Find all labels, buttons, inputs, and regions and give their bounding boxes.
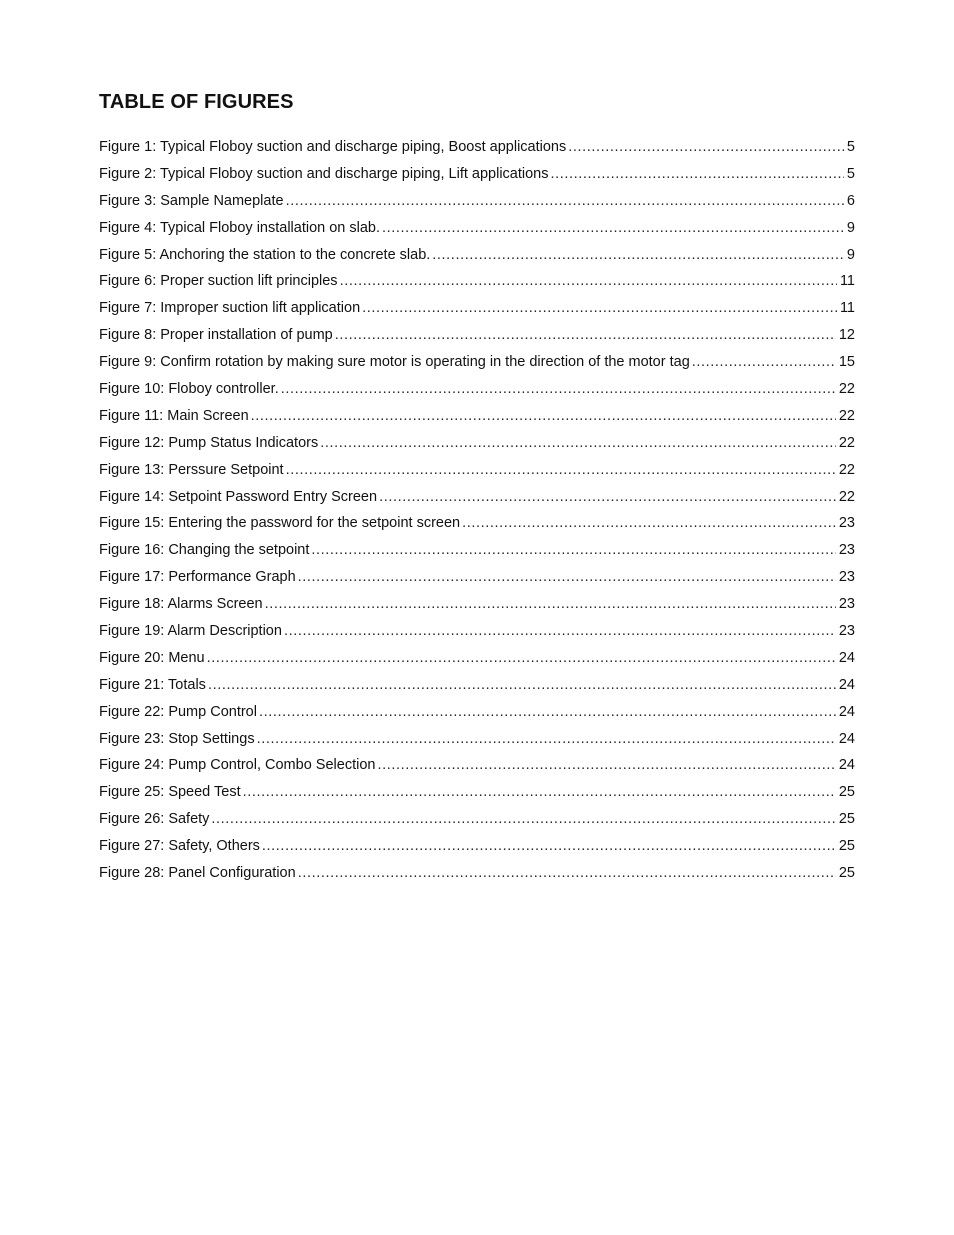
toc-entry[interactable] [99, 349, 855, 376]
toc-dot-leader [286, 457, 836, 484]
toc-dot-leader [265, 591, 836, 618]
toc-entry[interactable] [99, 779, 855, 806]
toc-entry-label: Figure 11: Main Screen [99, 407, 249, 424]
toc-dot-leader [340, 268, 837, 295]
toc-dot-leader [462, 510, 836, 537]
toc-entry[interactable] [99, 618, 855, 645]
toc-entry-label: Figure 19: Alarm Description [99, 623, 282, 640]
toc-dot-leader [286, 188, 844, 215]
toc-page-number: 22 [838, 488, 855, 505]
toc-entry[interactable] [99, 726, 855, 753]
toc-dot-leader [432, 242, 844, 269]
toc-entry[interactable] [99, 672, 855, 699]
toc-entry-label: Figure 14: Setpoint Password Entry Screen [99, 488, 378, 505]
toc-dot-leader [211, 806, 835, 833]
toc-entry-label: Figure 26: Safety [99, 811, 210, 828]
toc-page-number: 12 [838, 327, 855, 344]
toc-dot-leader [284, 618, 836, 645]
toc-page-number: 6 [846, 192, 855, 209]
toc-page-number: 11 [839, 300, 855, 317]
toc-entry[interactable] [99, 242, 855, 269]
toc-page-number: 25 [838, 811, 855, 828]
toc-entry[interactable] [99, 645, 855, 672]
toc-page-number: 5 [846, 139, 855, 155]
toc-page-number: 23 [838, 569, 855, 586]
toc-page-number: 22 [838, 434, 855, 451]
toc-page-number: 24 [838, 757, 855, 774]
toc-entry-label: Figure 1: Typical Floboy suction and discharge piping, Boost applications [99, 139, 567, 155]
toc-entry-label: Figure 16: Changing the setpoint [99, 542, 310, 559]
toc-entry[interactable] [99, 322, 855, 349]
toc-dot-leader [692, 349, 836, 376]
toc-entry[interactable] [99, 268, 855, 295]
toc-entry[interactable] [99, 161, 855, 188]
toc-page-number: 24 [838, 730, 855, 747]
toc-entry-label: Figure 7: Improper suction lift application [99, 300, 361, 317]
toc-page-number: 25 [838, 865, 855, 882]
toc-dot-leader [379, 484, 836, 511]
toc-dot-leader [259, 699, 836, 726]
toc-entry-label: Figure 20: Menu [99, 649, 205, 666]
toc-entry-label: Figure 18: Alarms Screen [99, 596, 263, 613]
toc-entry[interactable] [99, 806, 855, 833]
toc-entry[interactable] [99, 564, 855, 591]
toc-entry-label: Figure 2: Typical Floboy suction and discharge piping, Lift applications [99, 165, 549, 182]
toc-page-number: 5 [846, 165, 855, 182]
toc-page-number: 22 [838, 407, 855, 424]
toc-entry-label: Figure 4: Typical Floboy installation on slab. [99, 219, 381, 236]
toc-page-number: 24 [838, 703, 855, 720]
toc-page-number: 23 [838, 515, 855, 532]
toc-dot-leader [551, 161, 844, 188]
toc-page-number: 23 [838, 542, 855, 559]
toc-entry[interactable] [99, 188, 855, 215]
toc-dot-leader [262, 833, 836, 860]
toc-dot-leader [243, 779, 836, 806]
toc-entry[interactable] [99, 699, 855, 726]
toc-entry[interactable] [99, 591, 855, 618]
toc-dot-leader [281, 376, 836, 403]
toc-page-number: 23 [838, 623, 855, 640]
toc-entry-label: Figure 13: Perssure Setpoint [99, 461, 284, 478]
toc-dot-leader [251, 403, 836, 430]
toc-dot-leader [298, 564, 836, 591]
toc-entry-label: Figure 28: Panel Configuration [99, 865, 296, 882]
toc-page-number: 25 [838, 838, 855, 855]
toc-dot-leader [320, 430, 836, 457]
toc-page-number: 11 [839, 273, 855, 290]
toc-dot-leader [382, 215, 844, 242]
toc-entry-label: Figure 22: Pump Control [99, 703, 257, 720]
toc-entry-label: Figure 9: Confirm rotation by making sure motor is operating in the direction of the motor tag [99, 354, 690, 371]
toc-dot-leader [335, 322, 836, 349]
toc-entry-label: Figure 15: Entering the password for the setpoint screen [99, 515, 461, 532]
toc-entry-label: Figure 23: Stop Settings [99, 730, 255, 747]
toc-page-number: 9 [846, 246, 855, 263]
toc-entry[interactable] [99, 457, 855, 484]
toc-page-number: 22 [838, 461, 855, 478]
toc-entry-label: Figure 10: Floboy controller. [99, 381, 279, 398]
toc-dot-leader [568, 134, 844, 161]
toc-entry-label: Figure 5: Anchoring the station to the concrete slab. [99, 246, 431, 263]
toc-page-number: 9 [846, 219, 855, 236]
toc-entry-label: Figure 24: Pump Control, Combo Selection [99, 757, 376, 774]
toc-dot-leader [377, 752, 835, 779]
toc-page-number: 23 [838, 596, 855, 613]
toc-entry[interactable] [99, 295, 855, 322]
toc-entry-label: Figure 27: Safety, Others [99, 838, 260, 855]
toc-entry[interactable] [99, 376, 855, 403]
toc-entry-label: Figure 6: Proper suction lift principles [99, 273, 338, 290]
toc-entry[interactable] [99, 833, 855, 860]
toc-dot-leader [362, 295, 837, 322]
page-title: TABLE OF FIGURES [99, 91, 294, 113]
toc-page-number: 15 [838, 354, 855, 371]
toc-dot-leader [311, 537, 835, 564]
toc-dot-leader [257, 726, 836, 753]
toc-entry[interactable] [99, 134, 855, 161]
toc-entry[interactable] [99, 510, 855, 537]
toc-entry[interactable] [99, 752, 855, 779]
toc-entry-label: Figure 12: Pump Status Indicators [99, 434, 319, 451]
toc-entry[interactable] [99, 403, 855, 430]
toc-entry[interactable] [99, 860, 855, 887]
toc-dot-leader [208, 672, 836, 699]
toc-page-number: 25 [838, 784, 855, 801]
toc-entry[interactable] [99, 484, 855, 511]
toc-entry-label: Figure 3: Sample Nameplate [99, 192, 284, 209]
toc-entry[interactable] [99, 430, 855, 457]
toc-entry[interactable] [99, 215, 855, 242]
toc-page-number: 24 [838, 676, 855, 693]
toc-entry-label: Figure 25: Speed Test [99, 784, 241, 801]
toc-page-number: 22 [838, 381, 855, 398]
toc-dot-leader [207, 645, 836, 672]
toc-dot-leader [298, 860, 836, 887]
toc-entry[interactable] [99, 537, 855, 564]
toc-entry-label: Figure 8: Proper installation of pump [99, 327, 333, 344]
toc-page-number: 24 [838, 649, 855, 666]
toc-entry-label: Figure 17: Performance Graph [99, 569, 296, 586]
toc-entry-label: Figure 21: Totals [99, 676, 206, 693]
table-of-figures-list [99, 134, 855, 887]
